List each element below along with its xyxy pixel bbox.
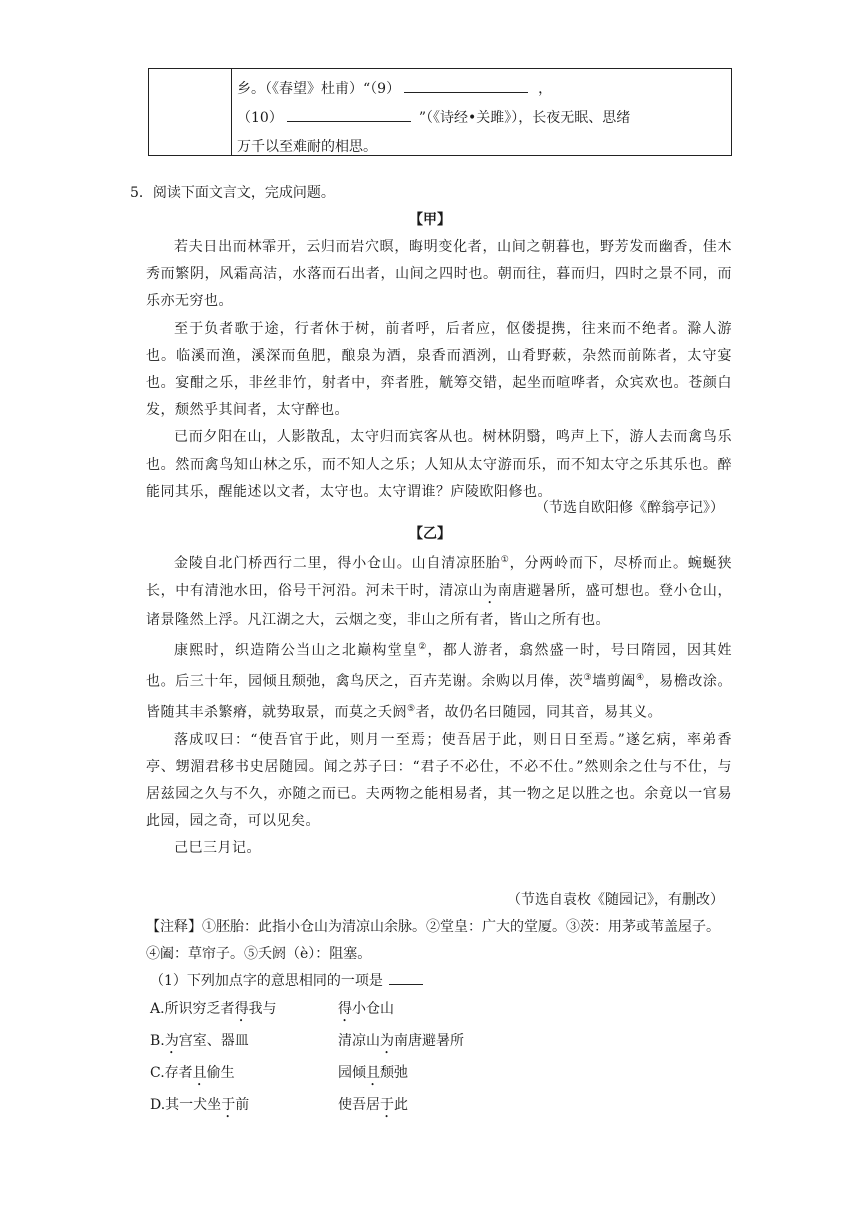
table-line-1-text: 乡。（《春望》杜甫）“（9） [237,81,401,97]
text-span: C.存者 [150,1065,193,1081]
option-d[interactable] [150,1094,408,1121]
dotted-char: 且 [366,1065,380,1081]
paragraph: 至于负者歌于途，行者休于树，前者呼，后者应，伛偻提携，往来而不绝者。滁人游也。临溪而渔，溪深而鱼肥，酿泉为酒，泉香而酒洌，山肴野蔌，杂然而前陈者，太守宴也。宴酣之乐，非丝非竹，射者中，弈者胜，觥筹交错，起坐而喧哗者，众宾欢也。苍颜白发，颓然乎其间者，太守醉也。 [146,320,732,419]
footnote-marker: ③ [583,672,593,683]
table-line-2 [237,104,727,133]
text-span: 康熙时，织造隋公当山之北巅构堂皇 [174,642,419,659]
dotted-char: 为 [380,1033,394,1049]
text-span: 颓弛 [380,1065,408,1081]
text-span: 使吾居 [338,1097,380,1113]
section-label-jia: 【甲】 [409,212,451,228]
text-span: 墙剪阖 [592,673,636,690]
option-right [338,1001,394,1017]
dotted-char: 为 [483,582,498,599]
paragraph: 若夫日出而林霏开，云归而岩穴暝，晦明变化者，山间之朝暮也，野芳发而幽香，佳木秀而繁阴，风霜高洁，水落而石出者，山间之四时也。朝而往，暮而归，四时之景不同，而乐亦无穷也。 [146,239,732,310]
text-span: 偷生 [206,1065,235,1081]
table-cell [237,75,727,162]
table-line-3: 万千以至难耐的相思。 [237,139,377,155]
option-left [150,1030,338,1057]
poem-table [148,68,732,156]
text-span: ，都人游者，翕然盛一时，号曰隋园，因其姓也。后三十年，园倾且颓弛，禽鸟厌之，百卉芜谢。余购以月俸，茨 [146,642,733,690]
text-span: ，易檐改涂。皆随其丰杀繁瘠，就势取景，而莫之夭阏 [146,673,733,721]
passage-yi [146,547,732,863]
option-a[interactable] [150,998,394,1025]
text-span: 者，故仍名曰随园，同其音，易其义。 [415,704,663,721]
option-left [150,1062,338,1089]
paragraph [146,547,732,634]
footnote-marker: ① [500,555,510,565]
text-span: B. [150,1033,165,1049]
question-1 [150,970,423,990]
source-yi: （节选自袁枚《随园记》，有删改） [507,892,724,908]
table-line-2-end: ”（《诗经•关雎》），长夜无眠、思绪 [418,110,631,126]
text-span: A.所识穷乏者 [150,1001,235,1017]
text-span: ，分两岭而下，尽桥而止。蜿蜒狭长，中有清池水田，俗号干河沿。河未干时，清凉山 [146,555,732,599]
question-1-prompt: （1）下列加点字的意思相同的一项是 [150,973,383,989]
text-span: 园倾 [338,1065,366,1081]
table-line-1-end: ， [538,81,553,97]
footnote-marker: ⑤ [407,703,416,714]
source-jia: （节选自欧阳修《醉翁亭记》） [535,500,724,516]
paragraph: 落成叹曰：“使吾官于此，则月一至焉；使吾居于此，则日日至焉。”遂乞病，率弟香亭、甥湄君移书史居随园。闻之苏子曰：“君子不必仕，不必不仕。”然则余之仕与不仕，与居兹园之久与不久，亦随之而已。夫两物之能相易者，其一物之足以胜之也。余竟以一官易此园，园之奇，可以见矣。 [146,731,732,830]
text-span: 我与 [248,1001,277,1017]
footnote-marker: ② [418,642,428,653]
option-b[interactable] [150,1030,464,1057]
dotted-char: 且 [192,1065,207,1081]
option-left [150,1094,338,1121]
text-span: 南唐避暑所，盛可想也。登小仓山，诸景隆然上浮。凡江湖之大，云烟之变，非山之所有者，皆山之所有也。 [146,582,733,628]
text-span: D.其一犬坐 [150,1097,222,1113]
footnote-marker: ④ [635,672,645,683]
dotted-char: 于 [380,1097,394,1113]
table-divider [231,69,232,155]
option-right [338,1033,464,1049]
dotted-char: 于 [221,1097,236,1113]
option-c[interactable] [150,1062,408,1089]
option-left [150,998,338,1025]
text-span: 宫室、器皿 [178,1033,249,1049]
dotted-char: 得 [338,1001,352,1017]
text-span: 清凉山 [338,1033,380,1049]
text-span: 小仓山 [352,1001,394,1017]
blank-10[interactable] [287,105,411,122]
dotted-char: 得 [234,1001,249,1017]
table-line-2-start: （10） [237,110,283,126]
text-span: 前 [235,1097,250,1113]
paragraph [146,634,732,727]
text-span: 南唐避暑所 [394,1033,464,1049]
dotted-char: 为 [164,1033,179,1049]
annotations: 【注释】①胚胎：此指小仓山为清凉山余脉。②堂皇：广大的堂厦。③茨：用茅或苇盖屋子。④阖：草帘子。⑤夭阏（è）：阻塞。 [146,919,720,962]
passage-jia [146,234,732,506]
blank-9[interactable] [404,76,528,93]
table-line-1 [237,75,727,104]
option-right [338,1097,408,1113]
option-right [338,1065,408,1081]
question-title: 5．阅读下面文言文，完成问题。 [130,185,335,201]
answer-blank[interactable] [389,970,423,985]
paragraph: 己巳三月记。 [174,840,261,857]
text-span: 金陵自北门桥西行二里，得小仓山。山自清凉胚胎 [174,555,501,572]
paragraph: 已而夕阳在山，人影散乱，太守归而宾客从也。树林阴翳，鸣声上下，游人去而禽鸟乐也。然而禽鸟知山林之乐，而不知人之乐；人知从太守游而乐，而不知太守之乐其乐也。醉能同其乐，醒能述以文者，太守也。太守谓谁？庐陵欧阳修也。 [146,429,732,500]
section-label-yi: 【乙】 [409,526,451,542]
text-span: 此 [394,1097,408,1113]
